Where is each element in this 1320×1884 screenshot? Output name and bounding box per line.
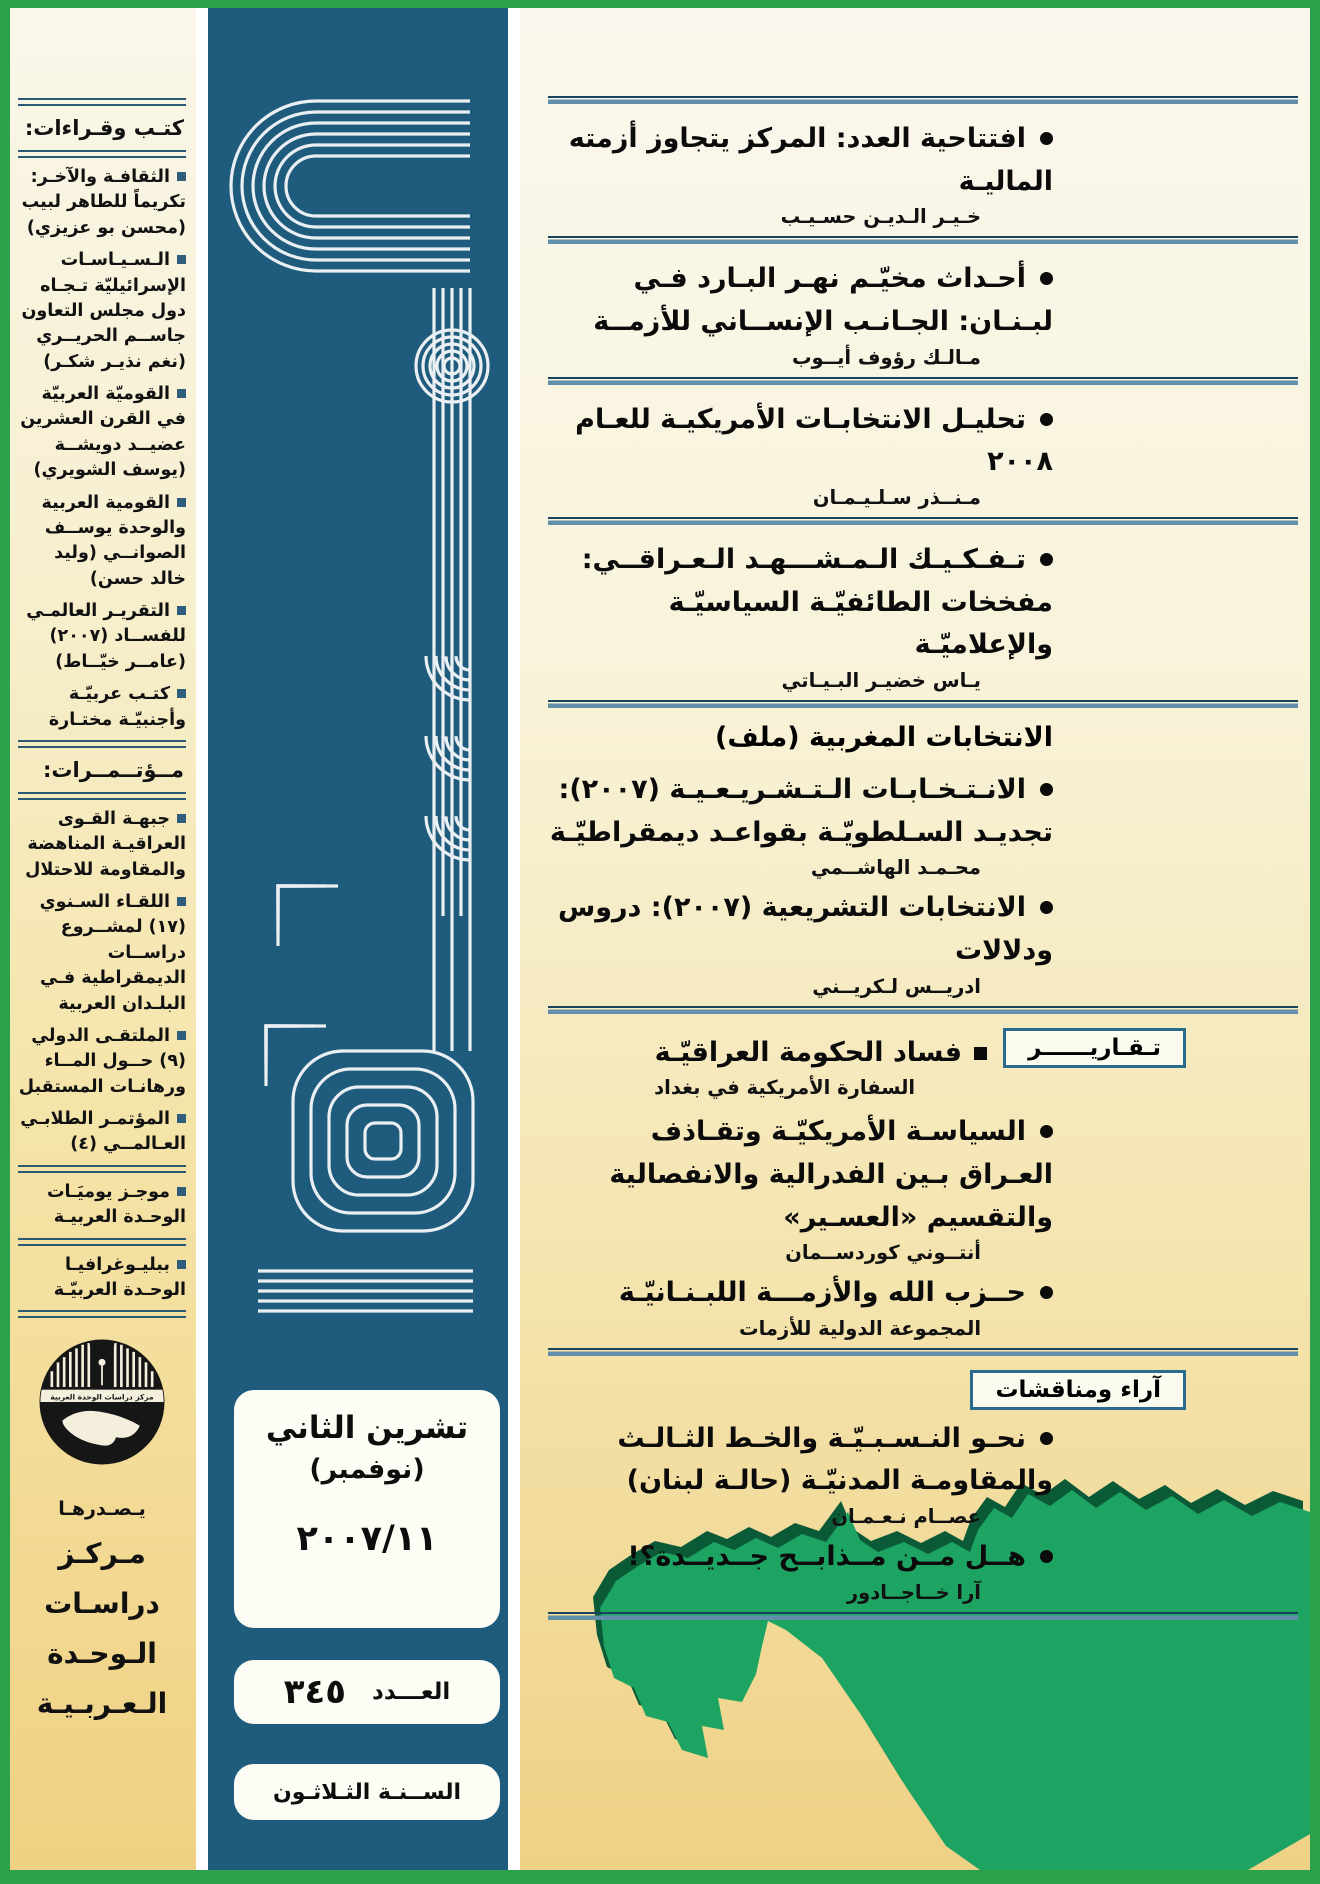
toc-entry <box>548 1418 1298 1528</box>
dot-bullet-icon <box>1040 783 1053 796</box>
article-author: محـمـد الهاشــمي <box>810 856 981 880</box>
article-author: ادريــس لـكريــني <box>812 974 981 998</box>
divider <box>18 1238 186 1246</box>
divider <box>18 1310 186 1318</box>
article-title: الانتخابات التشريعية (٢٠٠٧): دروس ودلالات <box>557 892 1053 966</box>
article-title: تحليـل الانتخابـات الأمريكيـة للعـام ٢٠٠٨ <box>575 403 1053 478</box>
toc-entry <box>548 118 1298 228</box>
dot-bullet-icon <box>1040 901 1053 914</box>
list-item: الـسـيـاسـات الإسرائيليّة تـجـاه دول مجلس التعاون جاســم الحريــري (نغم نذيـر شكـر) <box>21 250 186 372</box>
dot-bullet-icon <box>1040 132 1053 145</box>
toc-entry <box>548 1536 1298 1604</box>
article-title: هــل مــن مــذابــح جــديــدة؟! <box>627 1541 1026 1573</box>
article-author: مـنــذر سـلـيـمـان <box>812 485 981 509</box>
divider <box>18 150 186 158</box>
article-author: خـيـر الـديـن حسـيـب <box>780 205 981 229</box>
article-title: تـفـكـيـك الـمـشـــهـد الـعـراقــي: مفخخات الطائفيّـة السياسيّـة والإعلاميّـة <box>581 543 1053 661</box>
publisher-line: يـصـدرهـا <box>58 1498 146 1521</box>
cover-frame <box>10 8 1310 1870</box>
article-author: مـالـك رؤوف أيــوب <box>791 345 981 369</box>
conferences-section-header: مــؤتــمــرات: <box>43 757 184 782</box>
dot-bullet-icon <box>1040 413 1053 426</box>
issue-number: ٣٤٥ <box>283 1672 347 1712</box>
square-bullet-icon <box>177 689 186 698</box>
divider <box>548 236 1298 244</box>
list-item: موجـز يوميَـات الوحـدة العربيـة <box>46 1181 186 1228</box>
article-title: فساد الحكومة العراقيّـة <box>654 1036 963 1068</box>
toc-entry <box>548 769 1298 879</box>
date-box <box>234 1390 500 1628</box>
list-item: كتـب عربيّـة وأجنبيّـة مختـارة <box>48 684 186 730</box>
list-item: جبهـة القـوى العراقيـة المناهضة والمقاومة للاحتلال <box>25 808 186 880</box>
toc-entry <box>548 258 1298 368</box>
square-bullet-icon <box>177 498 186 507</box>
publisher-line: مـركـز <box>58 1537 146 1571</box>
article-author: السفارة الأمريكية في بغداد <box>654 1076 916 1100</box>
divider <box>18 1165 186 1173</box>
list-item: ببليـوغرافيـا الوحـدة العربيّـة <box>53 1254 186 1300</box>
divider <box>548 377 1298 385</box>
opinions-section-row <box>548 1370 1298 1410</box>
divider <box>18 792 186 800</box>
divider <box>548 700 1298 708</box>
divider <box>548 1612 1298 1620</box>
dot-bullet-icon <box>1040 1550 1053 1563</box>
masthead-calligraphy-icon <box>218 36 498 1336</box>
list-item: التقريـر العالمـي للفســاد (٢٠٠٧) (عامــر خيّــاط) <box>26 601 186 672</box>
divider <box>548 1006 1298 1014</box>
toc-entry <box>548 1272 1298 1340</box>
toc-entry <box>548 887 1298 997</box>
logo-ring-text: مركز دراسات الوحدة العربية <box>50 1392 154 1402</box>
divider <box>548 517 1298 525</box>
file-section-heading: الانتخابات المغربية (ملف) <box>715 721 1053 753</box>
article-author: آرا خــاجــادور <box>846 1580 981 1604</box>
square-bullet-icon <box>177 389 186 398</box>
square-bullet-icon <box>177 1260 186 1269</box>
list-item: الثقافـة والآخـر: تكريماً للطاهر لبيب (محسن بو عزيزي) <box>21 167 186 238</box>
month-latin: (نوفمبر) <box>309 1454 425 1485</box>
dot-bullet-icon <box>1040 1432 1053 1445</box>
toc-entry <box>548 399 1298 509</box>
divider <box>18 98 186 106</box>
contents-area <box>520 8 1310 1870</box>
article-author: يـاس خضيـر البـيـاتي <box>781 668 981 692</box>
issue-box <box>234 1660 500 1724</box>
masthead-band <box>208 8 508 1870</box>
square-bullet-icon <box>177 1187 186 1196</box>
list-item: المؤتمـر الطلابـي العـالمــي (٤) <box>20 1109 186 1155</box>
divider <box>548 96 1298 104</box>
article-title: نحـو النـسـبـيّـة والخـط الثـالـث والمقاومـة المدنيّـة (حالـة لبنان) <box>617 1422 1053 1497</box>
publisher-line: الـعـربـيـة <box>36 1687 168 1721</box>
list-item: الملتقـى الدولي (٩) حــول المــاء ورهانـات المستقبل <box>18 1025 186 1097</box>
article-title: حــزب الله والأزمـــة اللبـنـانيّـة <box>618 1277 1026 1309</box>
issue-label: العـــدد <box>372 1679 451 1705</box>
toc-entry <box>548 1111 1298 1264</box>
article-author: المجموعة الدولية للأزمات <box>739 1316 981 1340</box>
opinions-label-box: آراء ومناقشات <box>970 1370 1186 1410</box>
date-numeric: ٢٠٠٧/١١ <box>296 1519 438 1559</box>
reports-label-box: تـقـاريــــــر <box>1003 1028 1186 1068</box>
list-item: القوميّة العربيّة في القرن العشرين عضيــد دويشــة (يوسف الشويري) <box>20 384 186 481</box>
month-arabic: تشرين الثاني <box>265 1410 469 1446</box>
article-title: افتتاحية العدد: المركز يتجاوز أزمته الماليـة <box>568 123 1053 197</box>
article-title: السياسـة الأمريكيّـة وتقـاذف العـراق بـين الفدرالية والانفصالية والتقسيم «العسـير» <box>609 1116 1053 1233</box>
square-bullet-icon <box>177 1031 186 1040</box>
square-bullet-icon <box>974 1047 987 1060</box>
square-bullet-icon <box>177 606 186 615</box>
square-bullet-icon <box>177 897 186 906</box>
publisher-line: دراسـات <box>44 1587 160 1621</box>
list-item: القومية العربية والوحدة يوســف الصوانــي (وليد خالد حسن) <box>41 492 186 589</box>
dot-bullet-icon <box>1040 1286 1053 1299</box>
square-bullet-icon <box>177 172 186 181</box>
article-title: الانـتـخـابـات الـتـشـريـعـيـة (٢٠٠٧): تجديـد السـلطويّـة بقواعـد ديمقراطيّـة <box>549 773 1053 848</box>
publisher-line: الـوحـدة <box>47 1637 157 1671</box>
list-item: اللقـاء السـنوي (١٧) لمشــروع دراســات الديمقراطية فـي البلـدان العربية <box>39 892 186 1014</box>
divider <box>18 740 186 748</box>
dot-bullet-icon <box>1040 553 1053 566</box>
table-of-contents <box>520 8 1310 1620</box>
divider <box>548 1348 1298 1356</box>
dot-bullet-icon <box>1040 272 1053 285</box>
sidebar <box>10 8 196 1870</box>
publisher-logo <box>18 1336 186 1472</box>
square-bullet-icon <box>177 1114 186 1123</box>
article-author: عصــام نـعـمـان <box>831 1505 981 1529</box>
year-box: الســنـة الثـلاثـون <box>234 1764 500 1820</box>
reports-section-row <box>548 1028 1298 1104</box>
dot-bullet-icon <box>1040 1125 1053 1138</box>
square-bullet-icon <box>177 814 186 823</box>
article-author: أنتــوني كوردســمان <box>785 1241 981 1265</box>
square-bullet-icon <box>177 255 186 264</box>
books-section-header: كتـب وقـراءات: <box>24 116 184 140</box>
article-title: أحـداث مخيّـم نهـر البـارد فـي لبـنـان: الجـانـب الإنســاني للأزمــة <box>593 263 1053 337</box>
toc-entry <box>548 539 1298 692</box>
